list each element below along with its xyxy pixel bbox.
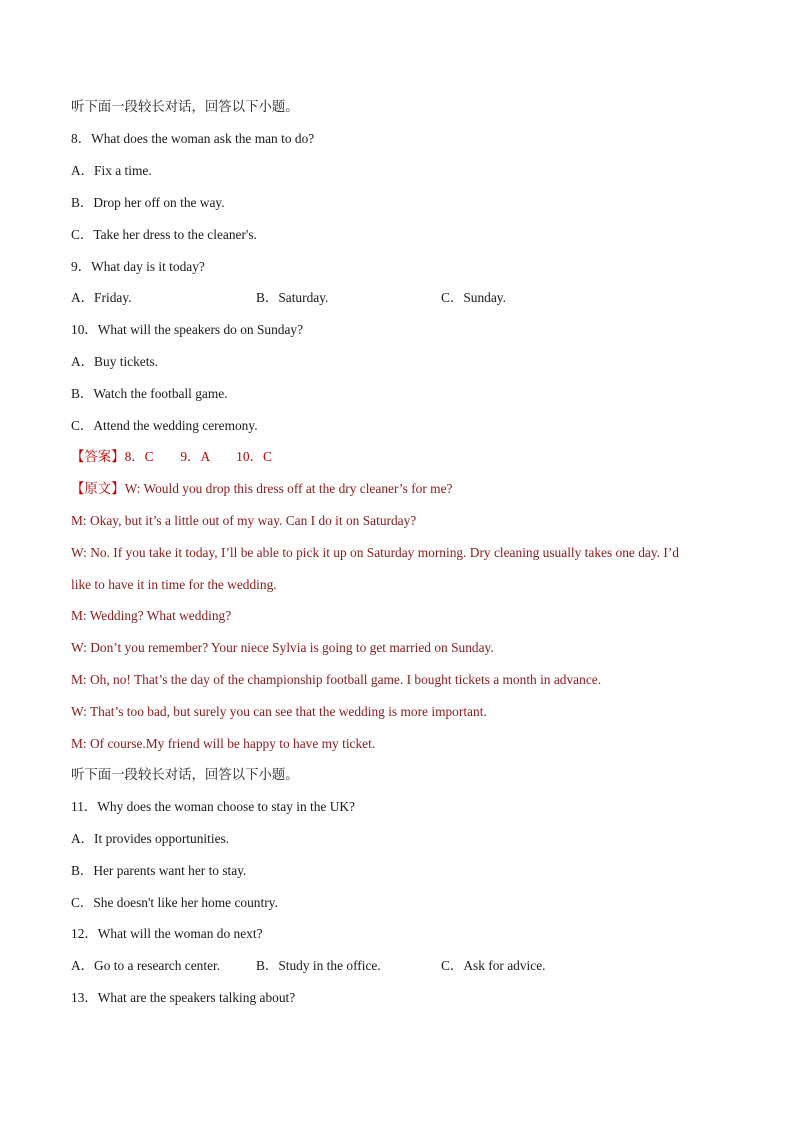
question-11-option-b: B．Her parents want her to stay. [71,863,247,878]
transcript-line-1 [71,480,452,498]
question-10-option-b: B．Watch the football game. [71,386,228,401]
question-11-option-c: C．She doesn't like her home country. [71,895,278,910]
transcript-line-9: M: Of course.My friend will be happy to have my ticket. [71,736,376,751]
transcript-line-5: M: Wedding? What wedding? [71,608,232,623]
transcript-line-4: like to have it in time for the wedding. [71,577,277,592]
question-12-option-c: C．Ask for advice. [441,958,546,973]
question-13-stem: 13．What are the speakers talking about? [71,990,296,1005]
answer-key [71,448,272,466]
question-10-option-a: A．Buy tickets. [71,354,159,369]
transcript-line-8: W: That’s too bad, but surely you can see that the wedding is more important. [71,704,487,719]
question-9-option-c: C．Sunday. [441,290,506,305]
answer-tag: 【答案】 [71,449,125,464]
question-9-option-b: B．Saturday. [256,290,329,305]
question-10-option-c: C．Attend the wedding ceremony. [71,418,258,433]
question-8-option-a: A．Fix a time. [71,163,152,178]
question-12-option-b: B．Study in the office. [256,958,381,973]
section2-instruction: 听下面一段较长对话，回答以下小题。 [71,767,299,782]
question-10-stem: 10．What will the speakers do on Sunday? [71,322,304,337]
question-8-option-b: B．Drop her off on the way. [71,195,225,210]
question-11-stem: 11．Why does the woman choose to stay in the UK? [71,799,355,814]
transcript-line-2: M: Okay, but it’s a little out of my way. Can I do it on Saturday? [71,513,417,528]
question-12-option-a: A．Go to a research center. [71,958,221,973]
transcript-line-6: W: Don’t you remember? Your niece Sylvia is going to get married on Sunday. [71,640,494,655]
question-9-options [71,289,506,307]
answer-values: 8．C 9．A 10．C [124,449,272,464]
section1-instruction: 听下面一段较长对话，回答以下小题。 [71,99,299,114]
question-11-option-a: A．It provides opportunities. [71,831,230,846]
question-9-stem: 9．What day is it today? [71,259,205,274]
question-9-option-a: A．Friday. [71,290,132,305]
transcript-tag: 【原文】 [71,481,125,496]
transcript-line-7: M: Oh, no! That’s the day of the championship football game. I bought tickets a month in advance. [71,672,602,687]
transcript-text: W: Would you drop this dress off at the dry cleaner’s for me? [124,481,453,496]
question-12-stem: 12．What will the woman do next? [71,926,263,941]
question-8-stem: 8．What does the woman ask the man to do? [71,131,315,146]
question-12-options [71,957,546,975]
transcript-line-3: W: No. If you take it today, I’ll be able to pick it up on Saturday morning. Dry cleaning usually takes one day. I’d [71,545,679,560]
question-8-option-c: C．Take her dress to the cleaner's. [71,227,257,242]
